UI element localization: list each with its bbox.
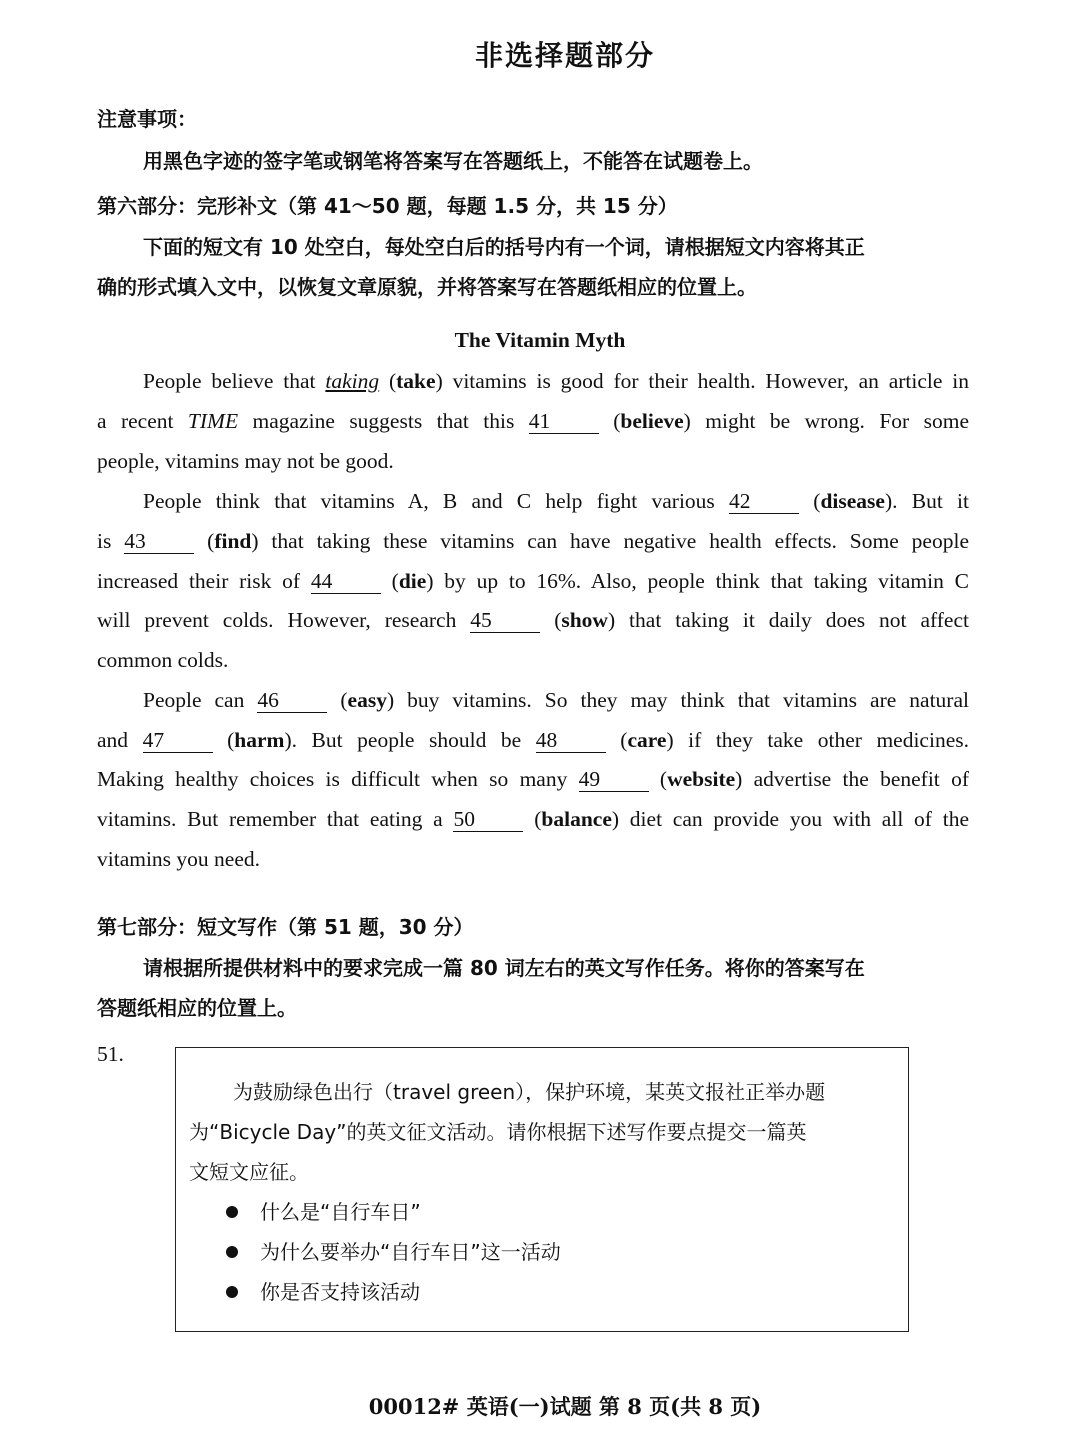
passage-line: a recent TIME magazine suggests that this 41 (believe) might be wrong. For some	[97, 409, 969, 433]
passage-line: Making healthy choices is difficult when so many 49 (website) advertise the benefit of	[97, 767, 969, 791]
prompt-bullet: 你是否支持该活动	[226, 1276, 420, 1305]
prompt-line-1: 为鼓励绿色出行（travel green），保护环境，某英文报社正举办题	[233, 1080, 826, 1104]
passage-line: People can 46 (easy) buy vitamins. So they may think that vitamins are natural	[143, 688, 969, 712]
passage-title: The Vitamin Myth	[454, 328, 626, 352]
bullet-icon	[226, 1246, 238, 1258]
part6-instruction-1: 下面的短文有 10 处空白，每处空白后的括号内有一个词，请根据短文内容将其正	[143, 235, 865, 259]
passage-line: is 43 (find) that taking these vitamins can have negative health effects. Some people	[97, 529, 969, 553]
passage-line: People think that vitamins A, B and C help fight various 42 (disease). But it	[143, 489, 969, 513]
prompt-line-2: 为“Bicycle Day”的英文征文活动。请你根据下述写作要点提交一篇英	[189, 1120, 807, 1144]
blank-45[interactable]: 45	[470, 609, 540, 633]
prompt-line-3: 文短文应征。	[189, 1160, 309, 1184]
part7-instruction-2: 答题纸相应的位置上。	[97, 996, 297, 1020]
notice-heading: 注意事项：	[97, 107, 197, 131]
prompt-bullet: 什么是“自行车日”	[226, 1196, 421, 1225]
blank-42[interactable]: 42	[729, 490, 799, 514]
passage-line: common colds.	[97, 648, 229, 672]
notice-text: 用黑色字迹的签字笔或钢笔将答案写在答题纸上，不能答在试题卷上。	[143, 149, 763, 173]
bullet-icon	[226, 1206, 238, 1218]
part7-heading: 第七部分：短文写作（第 51 题，30 分）	[97, 915, 474, 939]
blank-49[interactable]: 49	[579, 768, 649, 792]
part6-instruction-2: 确的形式填入文中，以恢复文章原貌，并将答案写在答题纸相应的位置上。	[97, 275, 757, 299]
example-answer: taking	[325, 369, 380, 393]
passage-line: people, vitamins may not be good.	[97, 449, 394, 473]
blank-47[interactable]: 47	[143, 729, 213, 753]
passage-line: will prevent colds. However, research 45 (show) that taking it daily does not affect	[97, 608, 969, 632]
page-title: 非选择题部分	[474, 39, 655, 72]
blank-48[interactable]: 48	[536, 729, 606, 753]
bullet-icon	[226, 1286, 238, 1298]
passage-line: increased their risk of 44 (die) by up to 16%. Also, people think that taking vitamin C	[97, 569, 969, 593]
part6-heading: 第六部分：完形补文（第 41～50 题，每题 1.5 分，共 15 分）	[97, 194, 678, 218]
passage-line: vitamins. But remember that eating a 50 (balance) diet can provide you with all of the	[97, 807, 969, 831]
prompt-bullet: 为什么要举办“自行车日”这一活动	[226, 1236, 561, 1265]
blank-43[interactable]: 43	[124, 530, 194, 554]
passage-line: and 47 (harm). But people should be 48 (care) if they take other medicines.	[97, 728, 969, 752]
blank-50[interactable]: 50	[453, 808, 523, 832]
blank-44[interactable]: 44	[311, 570, 381, 594]
blank-41[interactable]: 41	[529, 410, 599, 434]
question-number: 51.	[97, 1042, 124, 1066]
passage-line: People believe that taking (take) vitamins is good for their health. However, an article in	[143, 369, 969, 393]
passage-line: vitamins you need.	[97, 847, 261, 871]
blank-46[interactable]: 46	[257, 689, 327, 713]
part7-instruction-1: 请根据所提供材料中的要求完成一篇 80 词左右的英文写作任务。将你的答案写在	[143, 956, 865, 980]
page-footer: 00012# 英语(一)试题 第 8 页(共 8 页)	[368, 1394, 762, 1419]
